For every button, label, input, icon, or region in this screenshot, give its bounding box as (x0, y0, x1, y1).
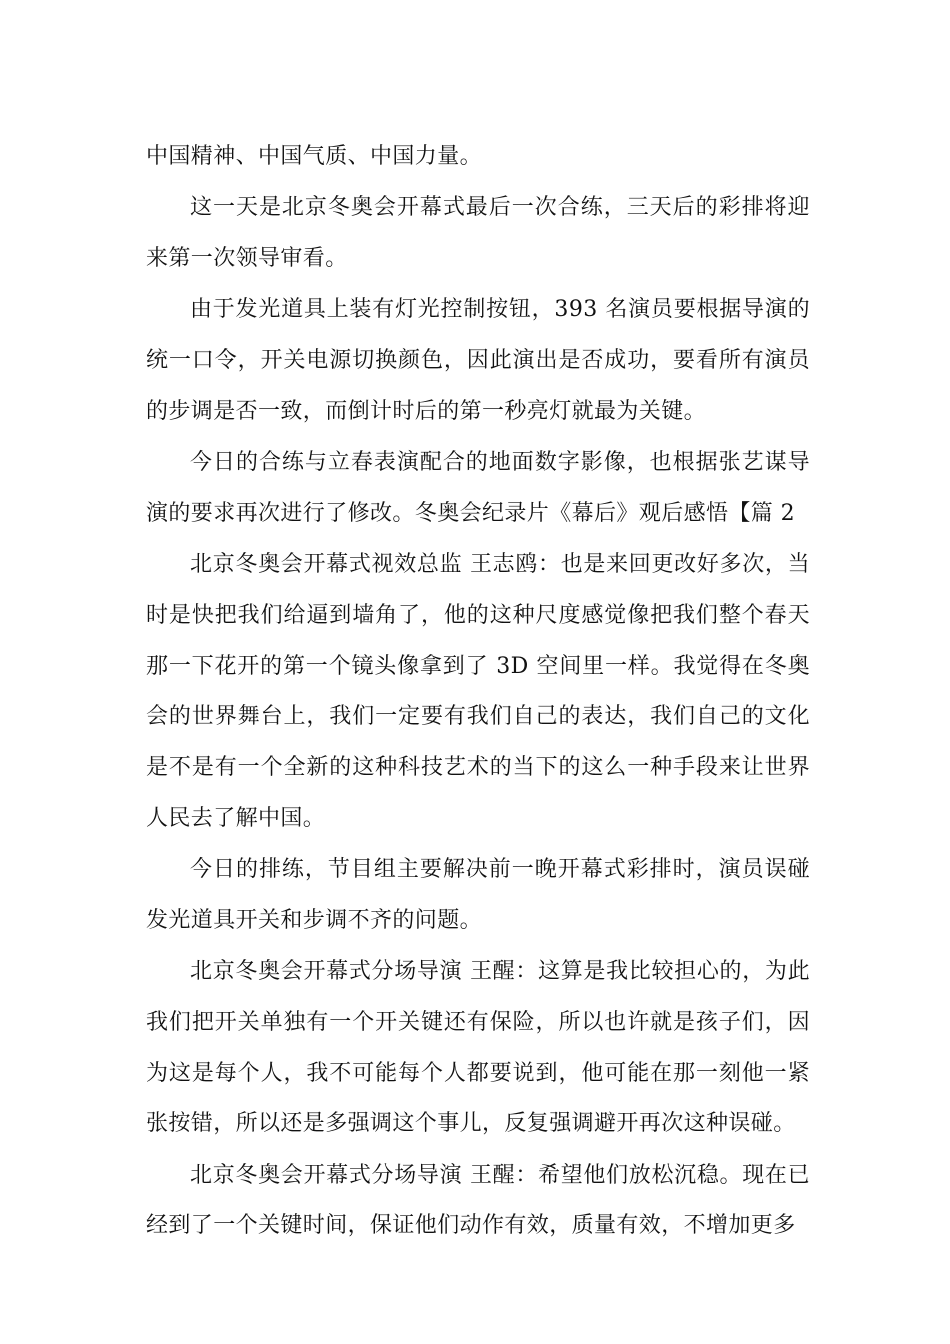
paragraph: 这一天是北京冬奥会开幕式最后一次合练，三天后的彩排将迎来第一次领导审看。 (146, 195, 810, 271)
paragraph: 今日的合练与立春表演配合的地面数字影像，也根据张艺谋导演的要求再次进行了修改。冬奥会纪录片《幕后》观后感悟【篇 2 (146, 449, 810, 526)
paragraph: 今日的排练，节目组主要解决前一晚开幕式彩排时，演员误碰发光道具开关和步调不齐的问题。 (146, 857, 810, 933)
paragraph: 北京冬奥会开幕式分场导演 王醒：这算是我比较担心的，为此我们把开关单独有一个开关键还有保险，所以也许就是孩子们，因为这是每个人，我不可能每个人都要说到，他可能在那一刻他一紧张按错，所以还是多强调这个事儿，反复强调避开再次这种误碰。 (146, 959, 810, 1137)
paragraph: 北京冬奥会开幕式分场导演 王醒：希望他们放松沉稳。现在已经到了一个关键时间，保证他们动作有效，质量有效，不增加更多 (146, 1162, 810, 1239)
paragraph: 由于发光道具上装有灯光控制按钮，393 名演员要根据导演的统一口令，开关电源切换颜色，因此演出是否成功，要看所有演员的步调是否一致，而倒计时后的第一秒亮灯就最为关键。 (146, 297, 810, 424)
document-body (146, 132, 810, 1253)
paragraph: 中国精神、中国气质、中国力量。 (146, 144, 483, 169)
paragraph: 北京冬奥会开幕式视效总监 王志鸥：也是来回更改好多次，当时是快把我们给逼到墙角了，他的这种尺度感觉像把我们整个春天那一下花开的第一个镜头像拿到了 3D 空间里一样。我觉得在冬奥会的世界舞台上，我们一定要有我们自己的表达，我们自己的文化是不是有一个全新的这种科技艺术的当下的这么一种手段来让世界人民去了解中国。 (146, 551, 810, 831)
